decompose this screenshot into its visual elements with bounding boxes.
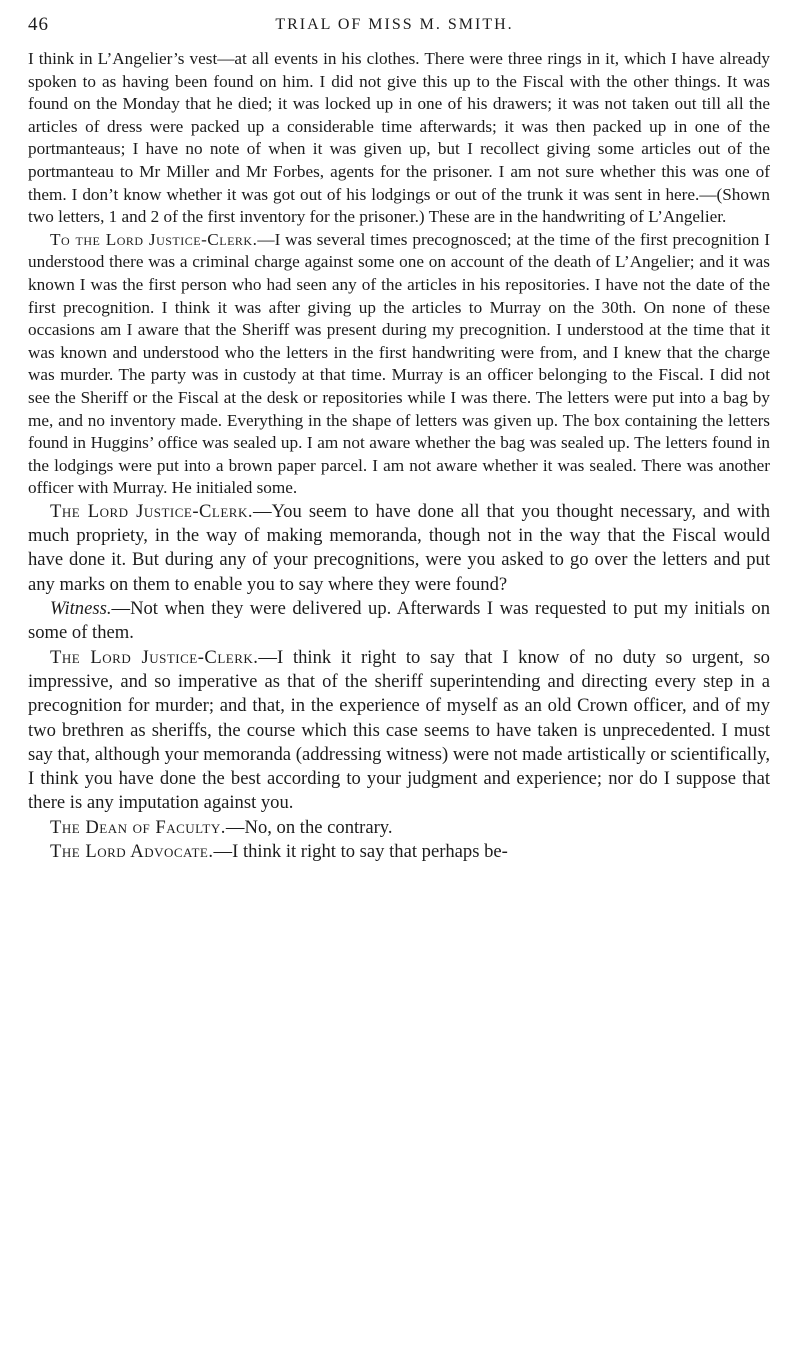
body-text [28, 48, 770, 864]
page-number: 46 [28, 14, 49, 35]
paragraph: I think in L’Angelier’s vest—at all events in his clothes. There were three rings in it, which I have already spoken to as having been found on him. I did not give this up to the Fiscal with the other things. It was found on the Monday that he died; it was locked up in one of his drawers; it was not taken out till all the articles of dress were packed up a considerable time afterwards; it was then packed up in one of the portmanteaus; I have no note of when it was given up, but I recollect giving some articles out of the portmanteau to Mr Miller and Mr Forbes, agents for the prisoner. I am not sure whether this was one of them. I don’t know whether it was got out of his lodgings or out of the trunk it was sent in here.—(Shown two letters, 1 and 2 of the first inventory for the prisoner.) These are in the handwriting of L’Angelier. [28, 49, 770, 227]
speaker-name: To the Lord Justice-Clerk. [50, 229, 258, 249]
paragraph: The Lord Advocate.—I think it right to say that perhaps be- [50, 841, 508, 863]
paragraph: To the Lord Justice-Clerk.—I was several times precognosced; at the time of the first precognition I understood there was a criminal charge against some one on account of the death of L’Angelier; and it was known I was the first person who had seen any of the articles in his repositories. I have not the date of the first precognition. I think it was after giving up the articles to Murray on the 30th. On none of these occasions am I aware that the Sheriff was present during my precognition. I understood at the time that it was known and understood who the letters in the first handwriting were from, and I knew that the charge was murder. The party was in custody at that time. Murray is an officer belonging to the Fiscal. I did not see the Sheriff or the Fiscal at the desk or repositories while I was there. The letters were put into a bag by me, and no inventory made. Everything in the shape of letters was given up. The box containing the letters found in Huggins’ office was sealed up. I am not aware whether the bag was sealed up. The letters found in the lodgings were put into a brown paper parcel. I am not aware whether it was sealed. There was another officer with Murray. He initialed some. [28, 229, 770, 498]
speaker-name: The Lord Justice-Clerk. [50, 646, 259, 668]
speaker-name: Witness. [50, 598, 112, 620]
paragraph: The Lord Justice-Clerk.—You seem to have done all that you thought necessary, and with much propriety, in the way of making memoranda, though not in the way that the Fiscal would have done it. But during any of your precognitions, were you asked to go over the letters and put any marks on them to enable you to say where they were found? [28, 500, 770, 595]
page-header [28, 14, 761, 36]
speaker-name: The Lord Justice-Clerk. [50, 500, 254, 522]
speaker-name: The Dean of Faculty. [50, 816, 226, 838]
paragraph: Witness.—Not when they were delivered up. Afterwards I was requested to put my initials on some of them. [28, 598, 770, 644]
paragraph: The Dean of Faculty.—No, on the contrary. [50, 816, 393, 838]
running-title: TRIAL OF MISS M. SMITH. [275, 16, 514, 33]
paragraph: The Lord Justice-Clerk.—I think it right to say that I know of no duty so urgent, so impressive, and so imperative as that of the sheriff superintending and directing every step in a precognition for murder; and that, in the experience of myself as an old Crown officer, and of my two brethren as sheriffs, the course which this case seems to have taken is unprecedented. I must say that, although your memoranda (addressing witness) were not made artistically or scientifically, I think you have done the best according to your judgment and experience; nor do I suppose that there is any imputation against you. [28, 646, 770, 814]
speaker-name: The Lord Advocate. [50, 841, 214, 863]
